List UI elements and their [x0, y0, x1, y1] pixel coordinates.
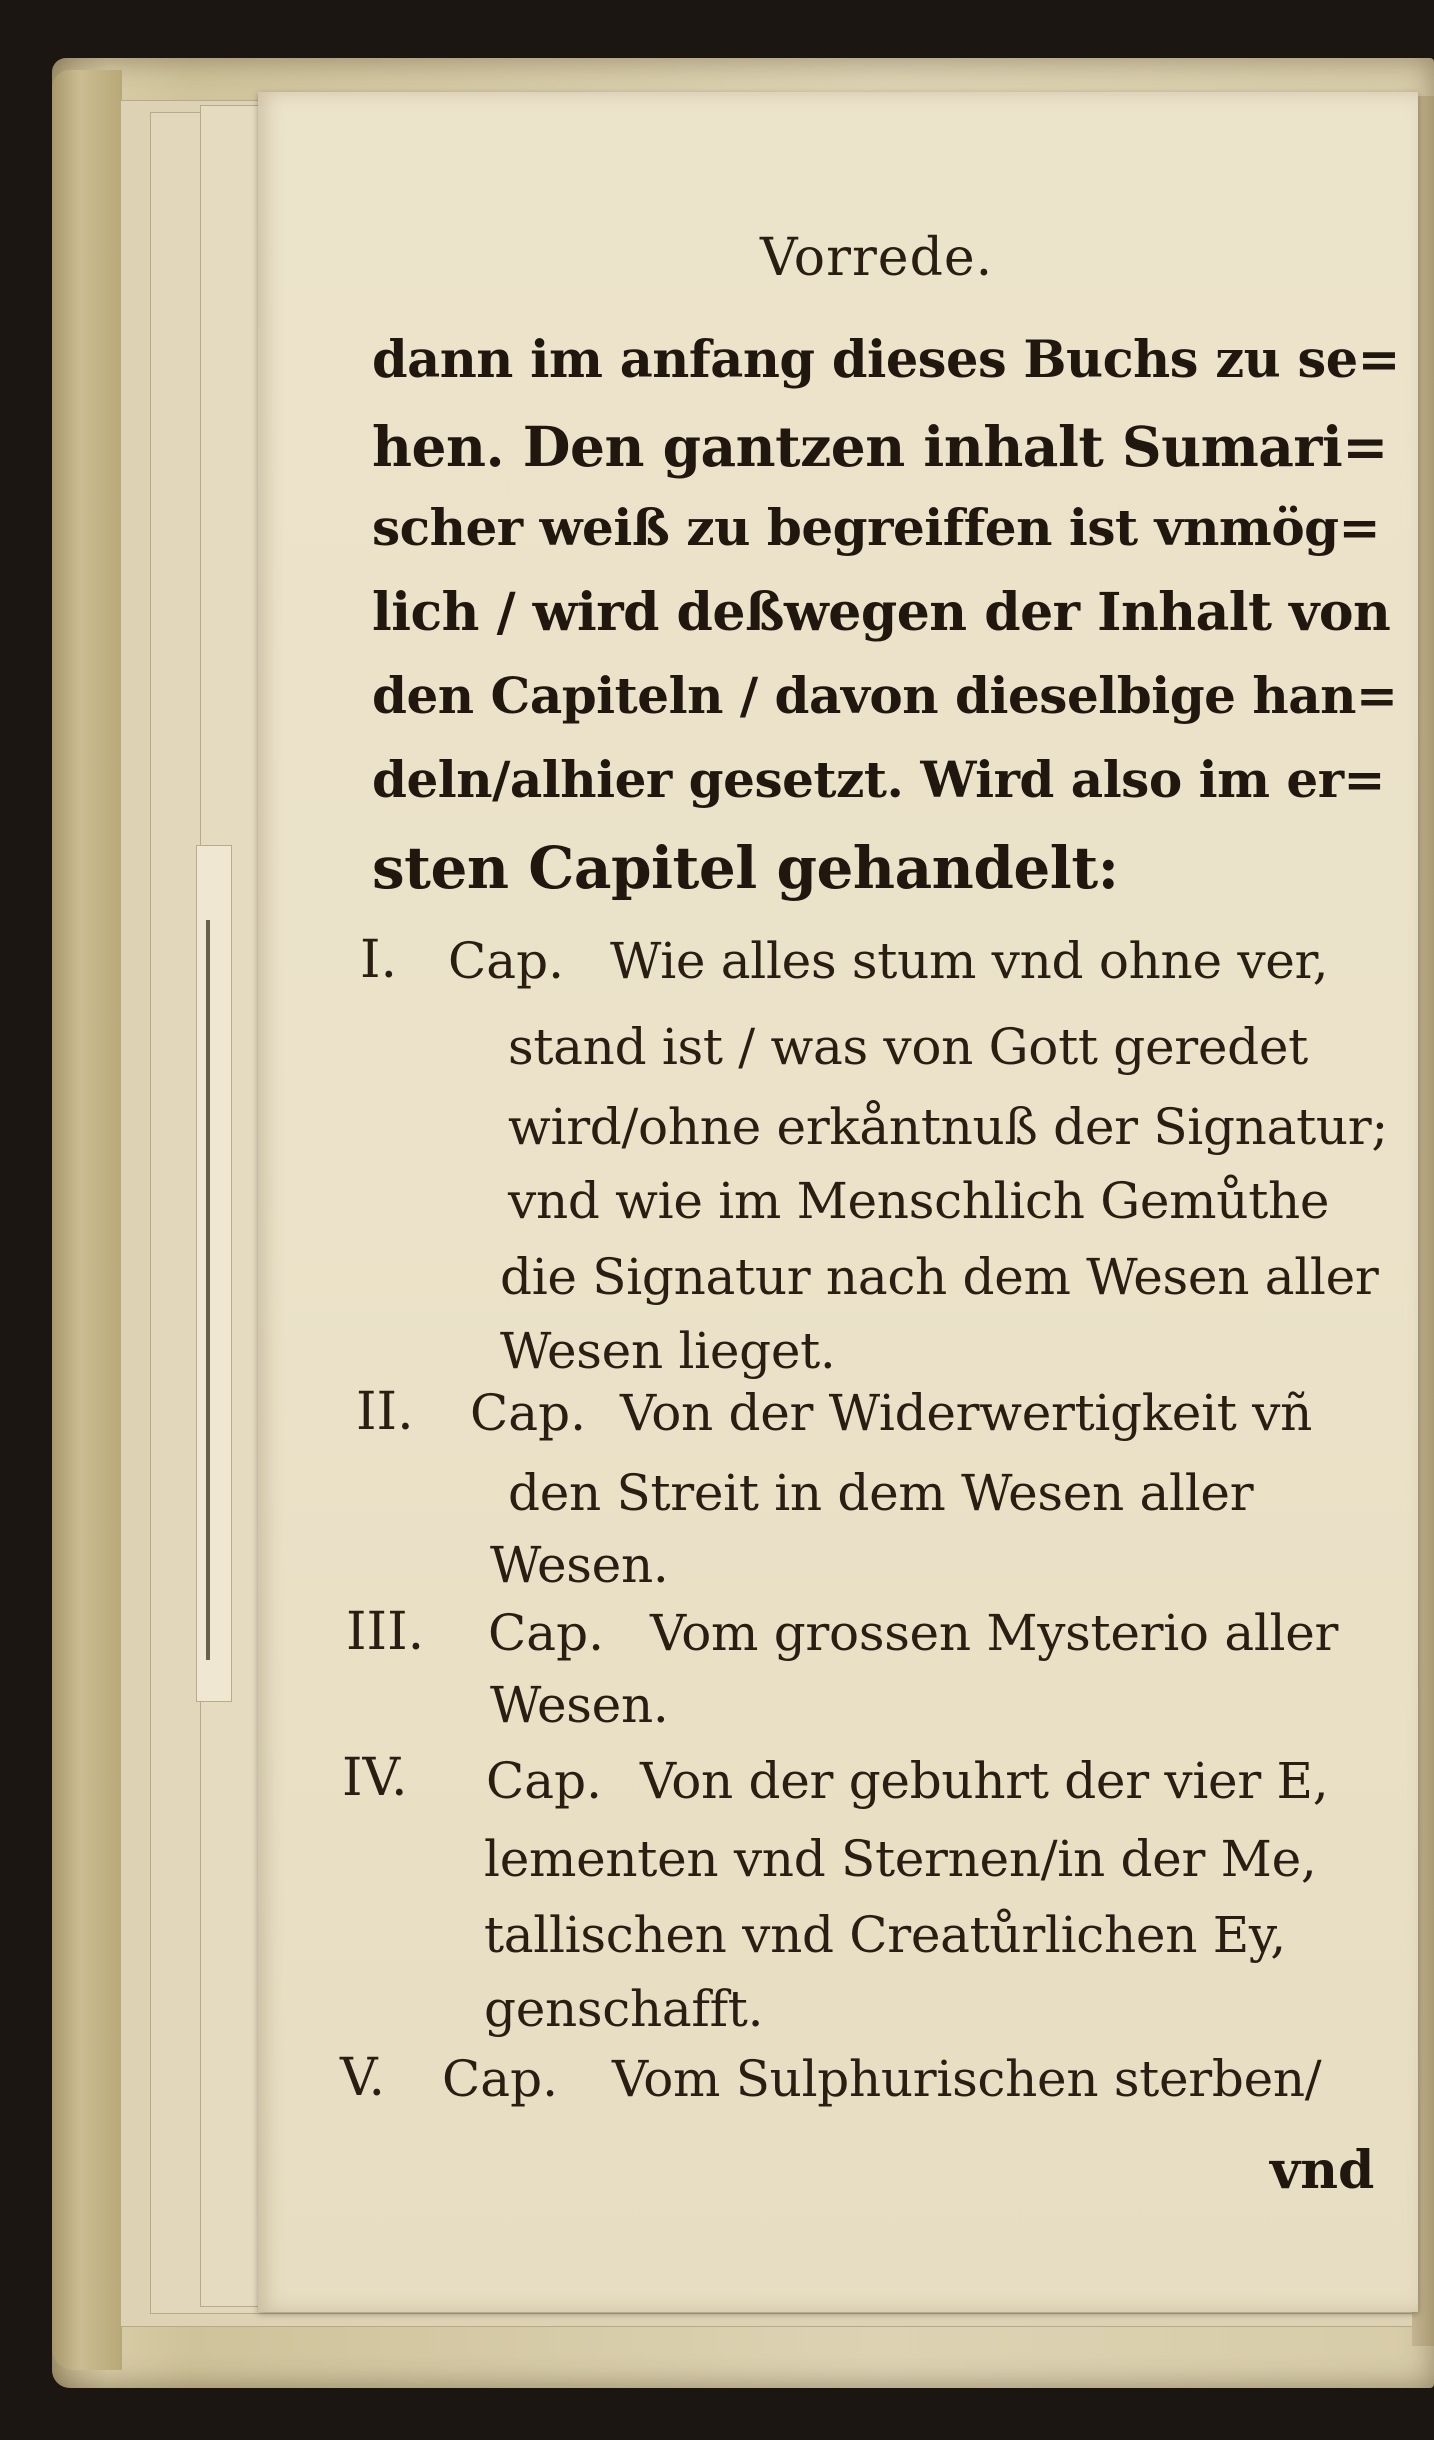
chapter-line: wird/ohne erkåntnuß der Signatur; — [508, 1098, 1388, 1156]
chapter-label: Cap. — [486, 1752, 602, 1810]
intro-line: dann im anfang dieses Buchs zu se= — [372, 330, 1400, 390]
chapter-line: Wie alles stum vnd ohne ver, — [610, 932, 1329, 990]
chapter-line: Wesen. — [490, 1676, 669, 1734]
chapter-line: stand ist / was von Gott geredet — [508, 1018, 1308, 1076]
chapter-number: I. — [360, 930, 398, 990]
paper-slip — [196, 845, 232, 1702]
chapter-number: II. — [356, 1382, 414, 1442]
intro-line: scher weiß zu begreiffen ist vnmög= — [372, 498, 1381, 557]
chapter-line: Vom grossen Mysterio aller — [650, 1604, 1339, 1662]
binding-spine — [52, 70, 122, 2370]
running-header: Vorrede. — [760, 228, 994, 288]
chapter-line: vnd wie im Menschlich Gemůthe — [508, 1172, 1330, 1230]
chapter-line: lementen vnd Sternen/in der Me, — [484, 1830, 1317, 1888]
intro-line: hen. Den gantzen inhalt Sumari= — [372, 414, 1388, 479]
chapter-line: den Streit in dem Wesen aller — [508, 1464, 1254, 1522]
chapter-line: Vom Sulphurischen sterben/ — [612, 2050, 1322, 2108]
chapter-label: Cap. — [442, 2050, 558, 2108]
intro-line: sten Capitel gehandelt: — [372, 834, 1119, 902]
intro-line: deln/alhier gesetzt. Wird also im er= — [372, 750, 1385, 809]
catchword: vnd — [1270, 2140, 1375, 2201]
intro-line: den Capiteln / davon dieselbige han= — [372, 666, 1398, 725]
chapter-label: Cap. — [488, 1604, 604, 1662]
chapter-line: tallischen vnd Creatůrlichen Ey, — [484, 1906, 1286, 1964]
chapter-line: genschafft. — [484, 1980, 764, 2038]
chapter-line: Von der gebuhrt der vier E, — [640, 1752, 1329, 1810]
slip-shadow — [206, 920, 210, 1660]
chapter-line: Wesen. — [490, 1536, 669, 1594]
chapter-label: Cap. — [470, 1384, 586, 1442]
chapter-line: Wesen lieget. — [500, 1322, 836, 1380]
chapter-label: Cap. — [448, 932, 564, 990]
chapter-line: die Signatur nach dem Wesen aller — [500, 1248, 1379, 1306]
chapter-number: III. — [346, 1602, 425, 1662]
chapter-number: V. — [340, 2048, 385, 2108]
intro-line: lich / wird deßwegen der Inhalt von — [372, 582, 1391, 643]
chapter-line: Von der Widerwertigkeit vñ — [620, 1384, 1313, 1442]
chapter-number: IV. — [342, 1748, 408, 1808]
